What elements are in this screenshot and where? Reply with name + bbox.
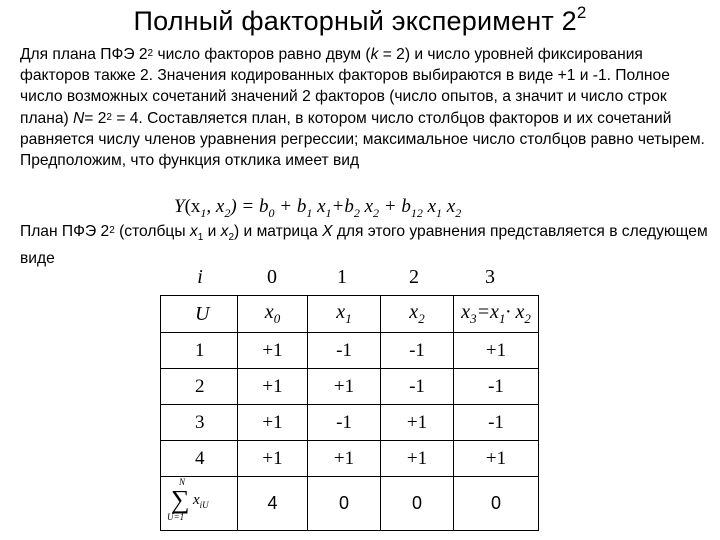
column-index-2: 2 bbox=[409, 266, 419, 288]
header-x3: $x_3=x_1\cdot x_2$ bbox=[454, 296, 539, 333]
cell-x0: +1 bbox=[238, 369, 308, 405]
cell-x3: -1 bbox=[454, 369, 539, 405]
cell-x3: -1 bbox=[454, 405, 539, 441]
page-title: Полный факторный эксперимент $2^2$ bbox=[133, 3, 587, 36]
table-row bbox=[161, 441, 539, 477]
cell-x2: -1 bbox=[381, 333, 454, 369]
header-x1: $x_1$ bbox=[308, 296, 381, 333]
sum-x0: 4 bbox=[238, 477, 308, 531]
cell-x2: +1 bbox=[381, 441, 454, 477]
cell-x1: -1 bbox=[308, 333, 381, 369]
column-index-1: 1 bbox=[337, 266, 347, 288]
cell-x1: +1 bbox=[308, 369, 381, 405]
header-u: U bbox=[161, 296, 238, 333]
header-x0: $x_0$ bbox=[238, 296, 308, 333]
cell-x2: +1 bbox=[381, 405, 454, 441]
sum-x3: 0 bbox=[454, 477, 539, 531]
summation-symbol: N ∑ U=1 $x_{iU}$ bbox=[167, 477, 209, 522]
sum-label bbox=[161, 477, 238, 531]
cell-x0: +1 bbox=[238, 405, 308, 441]
table-row bbox=[161, 369, 539, 405]
column-index-3: 3 bbox=[485, 266, 495, 288]
cell-x3: +1 bbox=[454, 441, 539, 477]
sum-x2: 0 bbox=[381, 477, 454, 531]
sum-x1: 0 bbox=[308, 477, 381, 531]
cell-x1: -1 bbox=[308, 405, 381, 441]
row-index: 4 bbox=[161, 441, 238, 477]
table-row bbox=[161, 333, 539, 369]
row-index: 2 bbox=[161, 369, 238, 405]
cell-x2: -1 bbox=[381, 369, 454, 405]
cell-x0: +1 bbox=[238, 441, 308, 477]
column-index-0: 0 bbox=[267, 266, 277, 288]
row-index: 1 bbox=[161, 333, 238, 369]
cell-x1: +1 bbox=[308, 441, 381, 477]
column-index-label: i bbox=[197, 266, 203, 288]
row-index: 3 bbox=[161, 405, 238, 441]
intro-paragraph: Для плана ПФЭ $2^2$ число факторов равно двум (k = 2) и число уровней фиксирования факторов также 2. Значения кодированных факторов выбираются в виде +1 и -1. Полное число возможных сочетаний значений 2 факторов (число опытов, а значит и число строк плана) $N= 2^2 = 4$. Составляется план, в котором число столбцов факторов и их сочетаний равняется числу членов уравнения регрессии; максимальное число столбцов равно четырем. Предположим, что функция отклика имеет вид bbox=[20, 46, 705, 170]
plan-matrix-table bbox=[160, 295, 539, 531]
table-row bbox=[161, 405, 539, 441]
header-x2: $x_2$ bbox=[381, 296, 454, 333]
regression-formula: $Y(x_1$, $x_2) = b_0 + b_1$ $x_1+b_2$ $x_2 + b_{12}$ $x_1$ $x_2$ bbox=[174, 196, 462, 220]
plan-paragraph: План ПФЭ $2^2$ (столбцы $x_1$ и $x_2$) и матрица X для этого уравнения представляется в следующем виде bbox=[20, 223, 708, 268]
cell-x3: +1 bbox=[454, 333, 539, 369]
table-header-row bbox=[161, 296, 539, 333]
sum-row bbox=[161, 477, 539, 531]
cell-x0: +1 bbox=[238, 333, 308, 369]
